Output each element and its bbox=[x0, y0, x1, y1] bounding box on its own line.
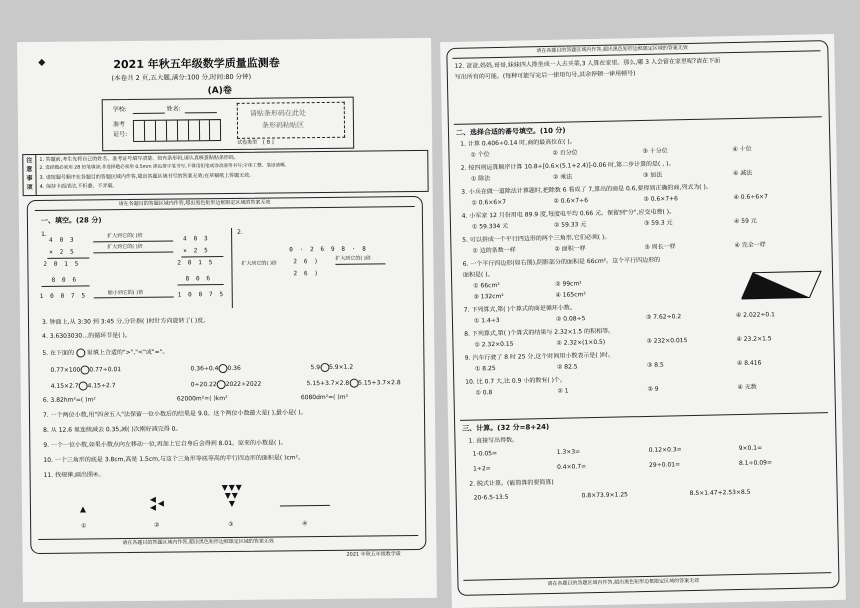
answer-circle[interactable] bbox=[320, 363, 329, 372]
triangle-icon bbox=[80, 506, 86, 512]
calc-item: 0.4×0.7= bbox=[556, 463, 587, 471]
calc-item: 29÷0.01= bbox=[648, 461, 681, 469]
choice-option: ③ 59.3 元 bbox=[643, 219, 673, 227]
q5-expr: 0÷20.22 bbox=[190, 381, 217, 389]
choice-question: 1. 计算 0.406÷0.14 时,商的最高位在( )。 bbox=[460, 138, 576, 148]
q5-expr: 4.15×2.7 bbox=[50, 382, 79, 390]
choice-option: ① 1.4÷3 bbox=[473, 317, 500, 325]
q5-expr: 5.15+3.7×2.8 bbox=[306, 379, 350, 388]
triangle-icon bbox=[229, 485, 235, 491]
student-info-block bbox=[102, 97, 355, 152]
answer-circle[interactable] bbox=[80, 365, 89, 374]
calc-item: 1÷2= bbox=[472, 465, 491, 473]
triangle-icon bbox=[158, 501, 164, 507]
section-choice: 二、选择合适的番号填空。(10 分) bbox=[455, 126, 566, 137]
triangle-icon bbox=[222, 485, 228, 491]
q1-arrow-label: 缩小到它的( )倍 bbox=[107, 289, 144, 297]
q5-expr: 2022÷2022 bbox=[225, 380, 262, 389]
triangle-icon bbox=[232, 493, 238, 499]
section-fill: 一、填空。(28 分) bbox=[40, 216, 102, 225]
zone-notice: 请在各题目的答题区域内作答,超出黑色矩形边框限定区域的答案无效 bbox=[536, 45, 688, 55]
paper-class-value: [ B ] bbox=[263, 139, 274, 146]
q5-expr: 0.77÷0.01 bbox=[89, 366, 122, 374]
name-label: 姓名: bbox=[166, 105, 181, 113]
choice-option: ④ 2.022÷0.1 bbox=[735, 311, 776, 320]
choice-option: ② 99cm² bbox=[555, 280, 582, 288]
q6-a: 6. 3.82hm²=( )m² bbox=[42, 396, 96, 404]
page-footer: 2021 年秋五年级数学质 bbox=[346, 551, 401, 558]
notice-4: 4. 保持卡面清洁,不折叠、不弄破。 bbox=[39, 183, 118, 190]
notice-char: 事 bbox=[26, 175, 33, 183]
choice-option: ③ 7.62÷0.2 bbox=[645, 313, 682, 321]
q12-b: 写出所有的可能。(每种可能写完后一律用句号,其余停顿一律用顿号) bbox=[454, 70, 636, 81]
barcode-hint: 请贴条形码在此处 bbox=[249, 109, 306, 118]
choice-option: ① 59.334 元 bbox=[471, 222, 509, 231]
q5-expr: 0.36÷0.4 bbox=[190, 365, 219, 373]
q1-right-row: 8 0 6 bbox=[185, 275, 212, 283]
q2-row: 2 6 ) bbox=[293, 258, 320, 266]
q5-text-b: 里填上合适的">","<"或"="。 bbox=[86, 348, 169, 357]
choice-question: 6. 一个平行四边形(如右图),阴影部分的面积是 66cm²。这个平行四边形的 bbox=[462, 256, 661, 268]
calc-item: 1.3×3= bbox=[556, 448, 581, 456]
q1-row: 2 0 1 5 bbox=[43, 260, 80, 268]
choice-question-cont: 面积是( )。 bbox=[462, 271, 494, 279]
q7: 7. 一个两位小数,用"四舍五入"法保留一位小数后的结果是 9.0。这个两位小数最大是( ),最小是( )。 bbox=[42, 409, 307, 419]
q2-left-label: 扩大到它的( )倍 bbox=[241, 260, 277, 267]
triangle-icon bbox=[225, 493, 231, 499]
q1-row: 8 0 6 bbox=[51, 276, 78, 284]
choice-question: 2. 按四则运算顺序计算 10.8÷[0.6×(5.1+2.4)]-0.06 时,第二步计算的是( , )。 bbox=[460, 160, 675, 172]
choice-option: ① 个位 bbox=[470, 151, 490, 159]
exam-subtitle: (本卷共 2 页,五大题,满分:100 分,时间:80 分钟) bbox=[111, 72, 252, 83]
figure-label: ② bbox=[154, 521, 160, 529]
choice-option: ④ 23.2×1.5 bbox=[736, 335, 772, 344]
calc1-title: 1. 直接写出得数。 bbox=[468, 436, 519, 445]
choice-option: ④ 8.416̇ bbox=[736, 359, 762, 368]
choice-question: 10. 比 0.7 大,比 0.9 小的数有( )个。 bbox=[465, 376, 566, 386]
q2-division: 0 · 2 6 9 8 · 8 bbox=[289, 245, 368, 254]
q4: 4. 3.6303030…的循环节是( )。 bbox=[42, 332, 131, 340]
q1-num: 1. bbox=[41, 230, 47, 238]
q1-right-row: 4 0 3 bbox=[183, 235, 210, 243]
choice-question: 8. 下列算式,第( )个算式的结果与 2.32×1.5 的积相等。 bbox=[464, 327, 615, 338]
q5-expr: 4.15÷2.7 bbox=[87, 382, 116, 390]
q5-text: 5. 在下面的 bbox=[42, 349, 75, 357]
q5-item bbox=[191, 380, 262, 390]
q1-right-row: × 2 5 bbox=[183, 247, 210, 255]
choice-question: 5. 可以拼成一个平行四边形的两个三角形,它们必须( )。 bbox=[462, 233, 611, 244]
calc2-item: 20-6.5-13.5 bbox=[473, 493, 509, 502]
footer-notice: 请在各题目的答题区域内作答,超出黑色矩形边框限定区域的答案无效 bbox=[122, 538, 274, 547]
q1-right-row: 2 0 1 5 bbox=[177, 259, 214, 267]
choice-option: ④ 十位 bbox=[732, 145, 752, 154]
exam-no-label2: 证号: bbox=[113, 131, 128, 139]
choice-option: ① 边的条数一样 bbox=[472, 246, 516, 255]
choice-question: 7. 下列算式,第( )个算式的商是循环小数。 bbox=[463, 304, 576, 314]
choice-option: ④ 165cm² bbox=[555, 291, 586, 299]
triangle-icon bbox=[236, 485, 242, 491]
answer-circle[interactable] bbox=[217, 380, 226, 389]
q5-item bbox=[307, 378, 401, 388]
figure-label: ③ bbox=[228, 520, 234, 528]
q6-c: 6080dm²=( )m² bbox=[300, 393, 349, 402]
paper-type: (A)卷 bbox=[207, 85, 232, 97]
parallelogram-figure bbox=[741, 269, 824, 301]
q2-arrow-label: 扩大到它的( )倍 bbox=[335, 255, 371, 262]
choice-option: ② 59.33 元 bbox=[553, 221, 587, 229]
choice-option: ② 1 bbox=[557, 387, 569, 395]
choice-question: 3. 小兵在做一道除法计算题时,把除数 6 看成了 7,算出的商是 0.6,要得到正确的商,列式为( )。 bbox=[461, 183, 712, 196]
choice-option: ② 面积一样 bbox=[554, 245, 586, 253]
calc-item: 0.12×0.3= bbox=[648, 446, 682, 454]
answer-circle[interactable] bbox=[218, 364, 227, 373]
choice-option: ④ 减法 bbox=[732, 169, 753, 178]
answer-circle[interactable] bbox=[349, 379, 358, 388]
choice-option: ① 2.32×0.15 bbox=[474, 340, 514, 349]
q8: 8. 从 12.6 里连续减去 0.35,减( )次刚好减完得 0。 bbox=[43, 425, 182, 434]
calc-item: 8.1÷0.09= bbox=[738, 459, 773, 468]
calc2-title: 2. 脱式计算。(能简算的要简算) bbox=[469, 478, 554, 488]
q5-expr: 5.9×1.2 bbox=[329, 363, 354, 371]
q1-arrow-label: 扩大到它的( )倍 bbox=[107, 243, 143, 251]
notice-2: 2. 选择题必须用 2B 铅笔填涂;非选择题必须用 0.5mm 黑色签字笔书写,不得用铅笔或涂改液等书写;字体工整、笔迹清晰。 bbox=[39, 163, 290, 171]
choice-option: ① 0.8 bbox=[475, 389, 493, 397]
q2-num: 2. bbox=[237, 228, 243, 236]
exam-page-right bbox=[440, 34, 846, 608]
choice-option: ③ 0.6×7+6 bbox=[643, 195, 679, 203]
triangle-icon bbox=[150, 505, 156, 511]
choice-option: ② 乘法 bbox=[552, 173, 573, 181]
choice-question: 9. 汽车行驶了 8 时 25 分,这个时间用小数表示是( )时。 bbox=[464, 351, 615, 362]
notice-block bbox=[22, 150, 428, 196]
notice-3: 3. 请按题号顺序在各题目的答题区域内作答,超出答题区域书写的答案无效;在草稿纸上答题无效。 bbox=[39, 172, 255, 181]
q10: 10. 一个三角形的底是 3.8cm,高是 1.5cm,与这个三角形等底等高的平行四边形的面积是( )cm²。 bbox=[43, 454, 305, 464]
choice-option: ④ 无数 bbox=[737, 383, 757, 392]
choice-option: ① 除法 bbox=[470, 175, 491, 183]
choice-option: ③ 周长一样 bbox=[644, 243, 676, 251]
choice-question: 4. 小军家 12 月份用电 89.9 度,每度电平均 0.66 元。保留到"分",应交电费( )。 bbox=[461, 208, 676, 220]
barcode-area bbox=[237, 102, 345, 139]
q1-right-row: 1 0 0 7 5 bbox=[177, 291, 225, 299]
choice-option: ④ 0.6÷6×7 bbox=[733, 193, 769, 202]
q2-row: 2 6 ) bbox=[293, 270, 320, 278]
compare-circle-icon bbox=[76, 348, 85, 357]
calc2-item: 8.5×1.47+2.53×8.5 bbox=[689, 488, 751, 498]
choice-option: ① 66cm² bbox=[473, 281, 500, 290]
figure-label: ④ bbox=[302, 520, 308, 528]
exam-page-left bbox=[17, 38, 437, 602]
q5-item bbox=[51, 381, 116, 391]
q1-block bbox=[37, 228, 230, 310]
paper-class-label: 试卷类型 bbox=[237, 139, 258, 146]
q5-expr: 0.36 bbox=[227, 364, 241, 372]
choice-option: ③ 132cm² bbox=[473, 292, 504, 301]
notice-char: 项 bbox=[26, 184, 33, 192]
exam-title: 2021 年秋五年级数学质量监测卷 bbox=[113, 56, 280, 72]
q5-item bbox=[310, 363, 353, 372]
choice-option: ① 0.6×6×7 bbox=[471, 198, 507, 207]
choice-option: ③ 加法 bbox=[642, 171, 663, 179]
notice-1: 1. 答题前,考生先将自己的姓名、准考证号填写清楚。如有条形码,请认真核查粘贴条形码。 bbox=[39, 154, 239, 163]
exam-no-label: 准考 bbox=[112, 121, 126, 129]
school-label: 学校: bbox=[112, 106, 127, 114]
section-calc: 三、计算。(32 分=8+24) bbox=[462, 422, 550, 433]
choice-option: ③ 232×0.015 bbox=[646, 337, 688, 345]
q1-row: × 2 5 bbox=[49, 248, 76, 256]
q1-row: 1 0 0 7 5 bbox=[39, 292, 87, 300]
q9: 9. 一个一位小数,如果小数点向左移动一位,再加上它自身后会得到 8.01。原来的小数是( )。 bbox=[43, 439, 287, 449]
choice-option: ③ 十分位 bbox=[642, 147, 668, 155]
choice-option: ② 82.5 bbox=[556, 363, 578, 371]
figure-label: ① bbox=[81, 522, 87, 530]
q5-expr: 5.9 bbox=[310, 364, 321, 372]
choice-option: ① 8.25 bbox=[474, 365, 496, 373]
q1-row: 4 0 3 bbox=[49, 236, 76, 244]
q5 bbox=[42, 348, 168, 358]
q12: 12. 爸爸,妈妈,哥哥,妹妹四人排坐成一人去买菜,3 人算在家里。那么,哪 3 人会留在家里呢?请在下面 bbox=[454, 57, 721, 70]
q5-expr: 5.15+3.7×2.8 bbox=[358, 379, 401, 387]
choice-option: ③ 8.5 bbox=[646, 361, 664, 369]
triangle-icon bbox=[150, 497, 156, 503]
corner-mark bbox=[38, 59, 45, 66]
notice-char: 注 bbox=[26, 157, 33, 165]
choice-option: ② 百分位 bbox=[552, 149, 578, 157]
calc-item: 9×0.1= bbox=[738, 444, 763, 453]
choice-option: ② 2.32×(1×0.5) bbox=[556, 338, 606, 347]
choice-option: ③ 9 bbox=[647, 385, 659, 393]
barcode-hint2: 条形码粘贴区 bbox=[261, 121, 305, 130]
answer-circle[interactable] bbox=[79, 381, 88, 390]
q5-expr: 0.77×100 bbox=[50, 366, 81, 374]
triangle-icon bbox=[229, 501, 235, 507]
exam-no-boxes[interactable] bbox=[133, 119, 221, 142]
choice-option: ② 0.6×7÷6 bbox=[553, 197, 589, 205]
calc2-item: 0.8×73.9×1.25 bbox=[581, 491, 629, 500]
footer-notice: 请在各题目的答题区域内作答,超出黑色矩形边框限定区域的答案无效 bbox=[547, 577, 700, 588]
choice-option: ② 0.08÷5 bbox=[555, 315, 586, 323]
zone-notice: 请在各题目的答题区域内作答,超出黑色矩形边框限定区域的答案无效 bbox=[118, 199, 271, 208]
q6-b: 62000m²=( )km² bbox=[176, 394, 228, 403]
choice-option: ④ 59 元 bbox=[733, 217, 757, 226]
q5-item bbox=[190, 364, 240, 374]
q3: 3. 钟面上,从 3:30 到 3:45 分,分针指( )时针方向旋转了( )度。 bbox=[41, 317, 210, 326]
q1-arrow-label: 扩大到它的( )倍 bbox=[107, 232, 143, 240]
calc-item: 1-0.05= bbox=[472, 450, 498, 458]
notice-char: 意 bbox=[26, 166, 33, 174]
choice-option: ④ 完全一样 bbox=[734, 241, 766, 250]
q5-item bbox=[50, 365, 121, 375]
q11: 11. 找规律,画出图④。 bbox=[43, 471, 105, 479]
